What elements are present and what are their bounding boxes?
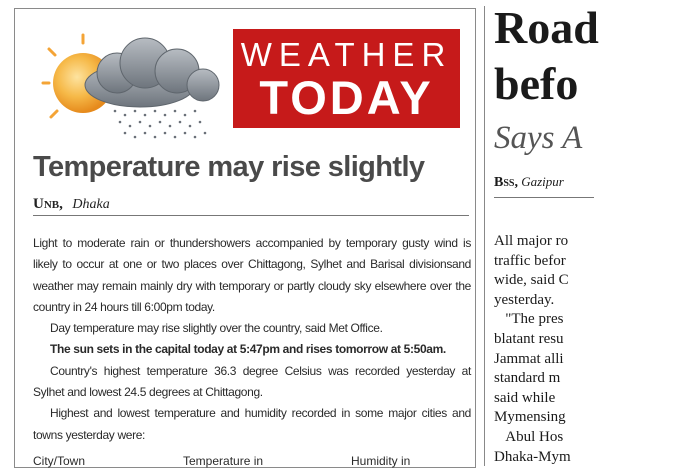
table-header-row bbox=[33, 454, 471, 472]
table-header-temperature: Temperature in bbox=[183, 454, 264, 468]
rain-drops bbox=[114, 110, 207, 139]
sun-cloud-rain-icon bbox=[45, 25, 245, 145]
table-header-city: City/Town bbox=[33, 454, 86, 468]
right-body-line: wide, said C bbox=[494, 272, 569, 289]
weather-today-banner bbox=[233, 29, 460, 128]
byline-agency: Unb, bbox=[33, 196, 63, 212]
right-body-line: Jammat alli bbox=[494, 350, 564, 367]
right-body-line: standard m bbox=[494, 370, 561, 387]
right-body-line: "The pres bbox=[494, 311, 564, 328]
banner-word-weather: WEATHER bbox=[240, 36, 453, 73]
column-divider bbox=[484, 6, 485, 466]
article-paragraph: Day temperature may rise slightly over the country, said Met Office. bbox=[50, 321, 383, 336]
article-headline: Temperature may rise slightly bbox=[33, 151, 425, 183]
weather-article-box bbox=[14, 8, 476, 468]
right-body-line: Abul Hos bbox=[494, 428, 564, 445]
right-byline bbox=[494, 174, 564, 191]
right-headline-line: befo bbox=[494, 58, 579, 109]
article-paragraph: Country's highest temperature 36.3 degree Celsius was recorded yesterday at Sylhet and lowest 24.5 degrees at Chittagong. bbox=[33, 363, 471, 400]
table-header-humidity: Humidity in bbox=[351, 454, 411, 468]
right-body-line: said while bbox=[494, 389, 556, 406]
right-body-line: yesterday. bbox=[494, 291, 555, 308]
article-byline bbox=[33, 195, 110, 214]
right-byline-place: Gazipur bbox=[521, 174, 564, 189]
article-paragraph-sun-times: The sun sets in the capital today at 5:47pm and rises tomorrow at 5:50am. bbox=[50, 342, 446, 357]
right-body-line: All major ro bbox=[494, 233, 569, 249]
cloud-shape bbox=[85, 38, 219, 107]
right-body-line: traffic befor bbox=[494, 252, 566, 269]
byline-place: Dhaka bbox=[72, 197, 110, 212]
right-byline-agency: Bss, bbox=[494, 175, 518, 190]
right-article-body bbox=[494, 232, 694, 467]
byline-divider bbox=[33, 215, 469, 216]
right-body-line: Dhaka-Mym bbox=[494, 448, 571, 465]
banner-word-today: TODAY bbox=[259, 71, 434, 124]
right-subheadline: Says A bbox=[494, 120, 583, 156]
right-headline bbox=[494, 1, 694, 109]
article-body bbox=[33, 233, 471, 446]
right-body-line: Mymensing bbox=[494, 409, 566, 426]
article-paragraph: Highest and lowest temperature and humidity recorded in some major cities and towns yesterday were: bbox=[33, 406, 471, 442]
article-paragraph: Light to moderate rain or thundershowers accompanied by temporary gusty wind is likely to occur at one or two places over Chittagong, Sylhet and Barisal divisionsand weather may remain mainly dry with temporary or partly cloudy sky elsewhere over the country in 24 hours till 6:00pm today. bbox=[33, 236, 471, 314]
right-byline-divider bbox=[494, 197, 594, 198]
right-body-line: blatant resu bbox=[494, 330, 564, 347]
right-headline-line: Road bbox=[494, 2, 599, 53]
